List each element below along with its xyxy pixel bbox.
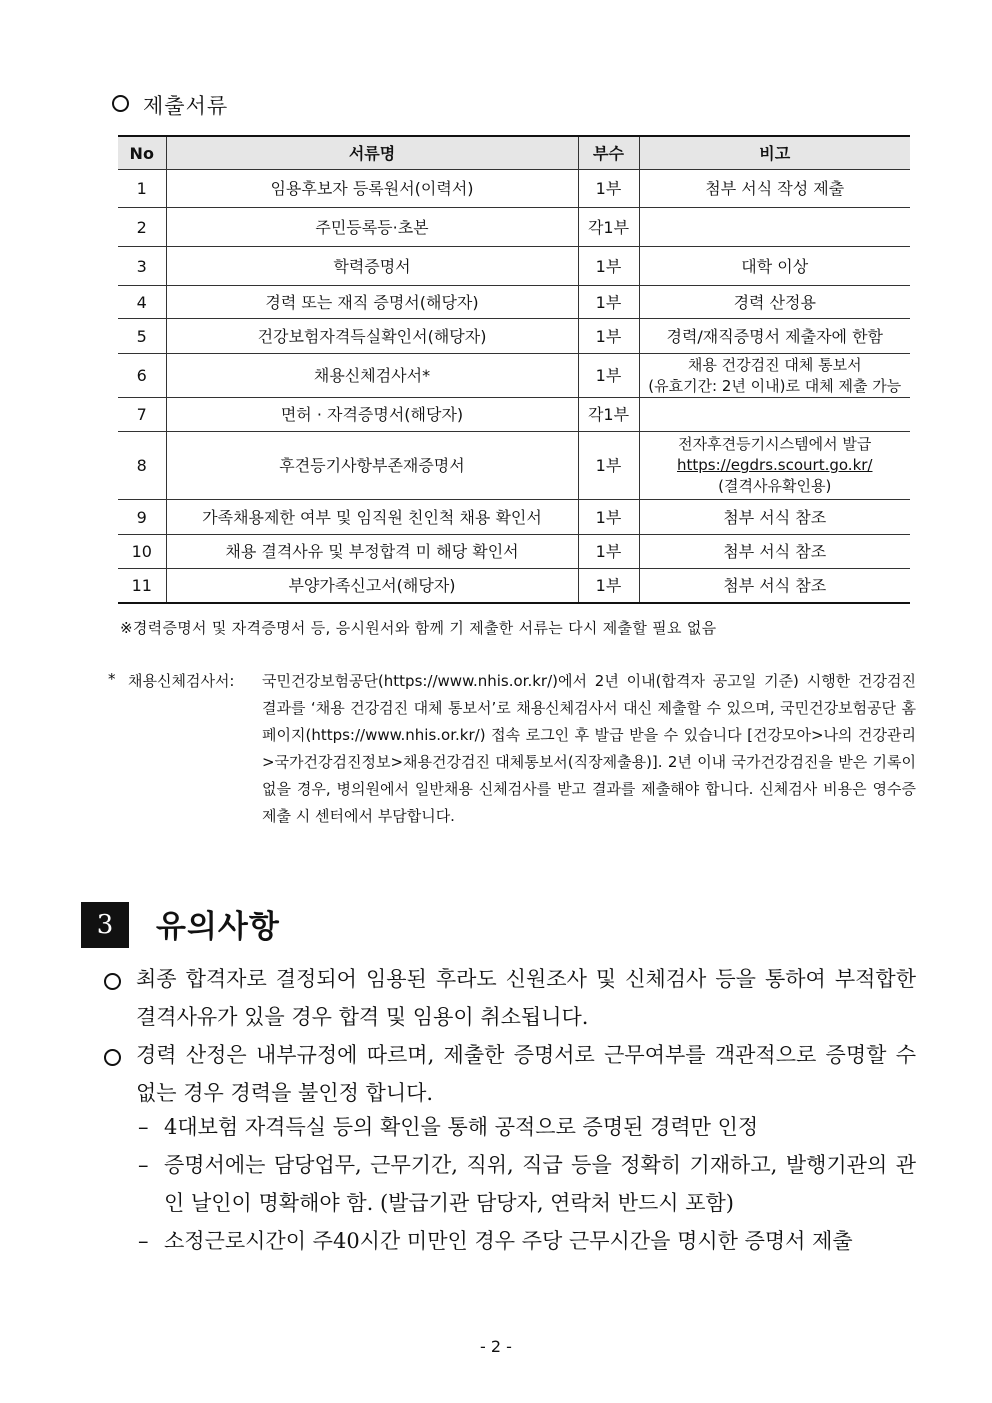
caution-item-text: 경력 산정은 내부규정에 따르며, 제출한 증명서로 근무여부를 객관적으로 증명할 수 없는 경우 경력을 불인정 합니다. (136, 1043, 916, 1105)
remarks-line: 경력/재직증명서 제출자에 한함 (666, 326, 883, 346)
cell-no: 9 (118, 500, 166, 535)
circle-bullet-icon (112, 95, 129, 112)
table-header-row (118, 136, 910, 170)
cell-no: 4 (118, 286, 166, 319)
table-row (118, 319, 910, 354)
remarks-link[interactable]: https://egdrs.scourt.go.kr/ (677, 456, 873, 474)
caution-sub-item-text: 증명서에는 담당업무, 근무기간, 직위, 직급 등을 정확히 기재하고, 발행기관의 관인 날인이 명확해야 함. (발급기관 담당자, 연락처 반드시 포함) (164, 1153, 916, 1215)
cell-count: 1부 (578, 170, 639, 208)
table-footnote: ※경력증명서 및 자격증명서 등, 응시원서와 함께 기 제출한 서류는 다시 제출할 필요 없음 (120, 619, 717, 637)
cell-no: 2 (118, 208, 166, 247)
cell-remarks (639, 398, 910, 432)
cell-remarks (639, 170, 910, 208)
cell-remarks (639, 286, 910, 319)
cell-no: 8 (118, 432, 166, 500)
caution-item (104, 960, 916, 1036)
cell-doc-name: 후견등기사항부존재증명서 (166, 432, 578, 500)
cell-remarks (639, 569, 910, 603)
note-body: 국민건강보험공단(https://www.nhis.or.kr/)에서 2년 이내(합격자 공고일 기준) 시행한 건강검진 결과를 ‘채용 건강검진 대체 통보서’로 채용신체검사서 대신 제출할 수 있으며, 국민건강보험공단 홈페이지(https://www.nhis.or.kr/) 접속 로그인 후 발급 받을 수 있습니다 [건강모아>나의 건강관리>국가건강검진정보>채용건강검진 대체통보서(직장제출용)]. 2년 이내 국가건강검진을 받은 기록이 없을 경우, 병의원에서 일반채용 신체검사를 받고 결과를 제출해야 합니다. 신체검사 비용은 영수증 제출 시 센터에서 부담합니다. (262, 672, 916, 825)
cell-count: 1부 (578, 247, 639, 286)
dash-bullet: – (138, 1115, 149, 1139)
cell-no: 7 (118, 398, 166, 432)
remarks-line: 전자후견등기시스템에서 발급 (678, 435, 872, 453)
circle-bullet-icon (104, 1049, 121, 1066)
cell-count: 1부 (578, 354, 639, 398)
docs-section-title: 제출서류 (143, 94, 229, 118)
cell-remarks (639, 208, 910, 247)
remarks-line: 첨부 서식 참조 (723, 575, 827, 595)
cell-remarks (639, 535, 910, 569)
cell-doc-name: 건강보험자격득실확인서(해당자) (166, 319, 578, 354)
remarks-line: (결격사유확인용) (718, 477, 832, 495)
cell-doc-name: 면허 · 자격증명서(해당자) (166, 398, 578, 432)
table-row (118, 569, 910, 603)
caution-item (104, 1036, 916, 1112)
cell-count: 1부 (578, 500, 639, 535)
note-marker: * (108, 670, 116, 688)
remarks-line: 대학 이상 (741, 256, 809, 276)
documents-table (118, 135, 910, 604)
header-count: 부수 (578, 136, 639, 170)
caution-sub-item (138, 1222, 916, 1260)
cell-doc-name: 채용신체검사서* (166, 354, 578, 398)
caution-sub-item (138, 1108, 916, 1146)
page-number: - 2 - (480, 1337, 512, 1356)
cell-count: 1부 (578, 569, 639, 603)
caution-item-text: 최종 합격자로 결정되어 임용된 후라도 신원조사 및 신체검사 등을 통하여 부적합한 결격사유가 있을 경우 합격 및 임용이 취소됩니다. (136, 967, 916, 1029)
remarks-line: 채용 건강검진 대체 통보서 (687, 355, 862, 374)
cell-doc-name: 채용 결격사유 및 부정합격 미 해당 확인서 (166, 535, 578, 569)
cell-count: 1부 (578, 319, 639, 354)
cell-doc-name: 경력 또는 재직 증명서(해당자) (166, 286, 578, 319)
table-row (118, 247, 910, 286)
remarks-line: (유효기간: 2년 이내)로 대체 제출 가능 (648, 376, 902, 395)
cell-doc-name: 가족채용제한 여부 및 임직원 친인척 채용 확인서 (166, 500, 578, 535)
table-row (118, 398, 910, 432)
circle-bullet-icon (104, 973, 121, 990)
table-row (118, 535, 910, 569)
remarks-line: 첨부 서식 작성 제출 (705, 179, 845, 198)
cell-doc-name: 임용후보자 등록원서(이력서) (166, 170, 578, 208)
cell-remarks (639, 432, 910, 500)
header-no: No (118, 136, 166, 170)
docs-section-heading (112, 90, 228, 120)
remarks-line: 경력 산정용 (733, 292, 816, 312)
cell-doc-name: 부양가족신고서(해당자) (166, 569, 578, 603)
remarks-line: 첨부 서식 참조 (723, 542, 827, 561)
caution-sub-item (138, 1146, 916, 1222)
header-remarks: 비고 (639, 136, 910, 170)
cell-remarks (639, 500, 910, 535)
dash-bullet: – (138, 1153, 149, 1177)
documents-table-body (118, 170, 910, 603)
cell-count: 각1부 (578, 398, 639, 432)
cell-remarks (639, 247, 910, 286)
cell-count: 1부 (578, 535, 639, 569)
caution-sub-item-text: 4대보험 자격득실 등의 확인을 통해 공적으로 증명된 경력만 인정 (164, 1115, 759, 1139)
dash-bullet: – (138, 1229, 149, 1253)
section-title: 유의사항 (156, 909, 280, 945)
cell-remarks (639, 319, 910, 354)
header-doc-name: 서류명 (166, 136, 578, 170)
cell-no: 6 (118, 354, 166, 398)
cell-doc-name: 주민등록등·초본 (166, 208, 578, 247)
table-row (118, 170, 910, 208)
remarks-line: 첨부 서식 참조 (723, 507, 827, 527)
note-label: 채용신체검사서: (128, 672, 235, 690)
cell-no: 5 (118, 319, 166, 354)
table-row (118, 286, 910, 319)
table-row (118, 500, 910, 535)
table-row (118, 432, 910, 500)
cell-count: 1부 (578, 432, 639, 500)
cell-count: 각1부 (578, 208, 639, 247)
cell-count: 1부 (578, 286, 639, 319)
cell-no: 3 (118, 247, 166, 286)
section-number-box: 3 (81, 902, 129, 948)
cell-remarks (639, 354, 910, 398)
caution-sub-item-text: 소정근로시간이 주40시간 미만인 경우 주당 근무시간을 명시한 증명서 제출 (164, 1229, 853, 1253)
table-row (118, 208, 910, 247)
table-row (118, 354, 910, 398)
cell-doc-name: 학력증명서 (166, 247, 578, 286)
cell-no: 10 (118, 535, 166, 569)
cell-no: 1 (118, 170, 166, 208)
cell-no: 11 (118, 569, 166, 603)
